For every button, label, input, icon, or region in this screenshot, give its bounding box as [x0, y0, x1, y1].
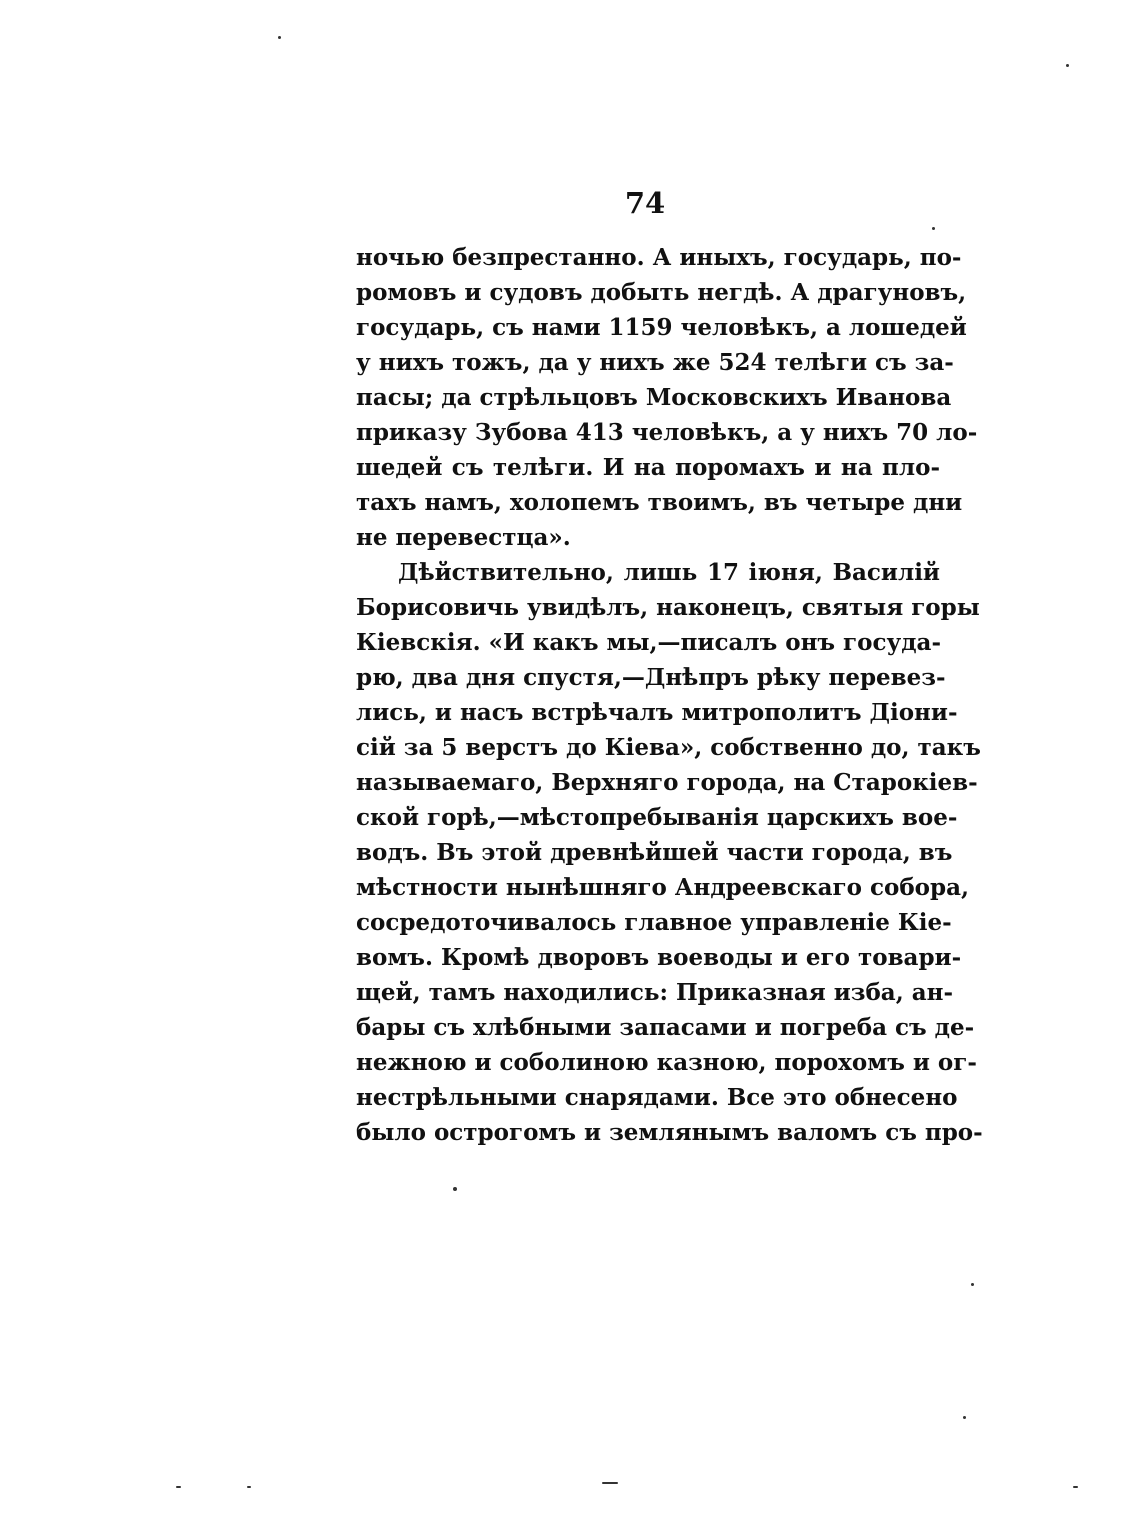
text-line: ской горѣ,—мѣстопребыванія царскихъ вое- [356, 804, 958, 831]
text-line: нежною и соболиною казною, порохомъ и ог- [356, 1049, 977, 1076]
text-line: государь, съ нами 1159 человѣкъ, а лошедей [356, 314, 967, 341]
text-line: щей, тамъ находились: Приказная изба, ан- [356, 979, 954, 1006]
text-line: ромовъ и судовъ добыть негдѣ. А драгуновъ, [356, 279, 967, 306]
scan-speck [963, 1416, 966, 1419]
text-line: у нихъ тожъ, да у нихъ же 524 телѣги съ за- [356, 349, 954, 376]
scan-speck [247, 1486, 251, 1488]
text-line: Борисовичь увидѣлъ, наконецъ, святыя горы [356, 594, 980, 621]
scan-speck [278, 36, 281, 39]
scan-speck [932, 227, 935, 230]
scan-speck [176, 1486, 181, 1488]
text-line: Кіевскія. «И какъ мы,—писалъ онъ госуда- [356, 629, 941, 656]
scan-speck [1073, 1486, 1078, 1488]
paragraph-first-line: Дѣйствительно, лишь 17 іюня, Василій [398, 559, 940, 586]
text-line: шедей съ телѣги. И на поромахъ и на пло- [356, 454, 940, 481]
scan-speck [1066, 64, 1069, 67]
text-line: называемаго, Верхняго города, на Старокіев- [356, 769, 978, 796]
text-line: водъ. Въ этой древнѣйшей части города, въ [356, 839, 953, 866]
text-line: пасы; да стрѣльцовъ Московскихъ Иванова [356, 384, 952, 411]
text-line: мѣстности нынѣшняго Андреевскаго собора, [356, 874, 969, 901]
text-line: сій за 5 верстъ до Кіева», собственно до, такъ [356, 734, 981, 761]
text-line: лись, и насъ встрѣчалъ митрополитъ Діони- [356, 699, 958, 726]
text-line: приказу Зубова 413 человѣкъ, а у нихъ 70 ло- [356, 419, 978, 446]
text-line: нестрѣльными снарядами. Все это обнесено [356, 1084, 958, 1111]
text-line: вомъ. Кромѣ дворовъ воеводы и его товари- [356, 944, 962, 971]
text-line: бары съ хлѣбными запасами и погреба съ де- [356, 1014, 975, 1041]
text-line: было острогомъ и землянымъ валомъ съ про- [356, 1119, 983, 1146]
text-line: ночью безпрестанно. А иныхъ, государь, по- [356, 244, 962, 271]
text-line: сосредоточивалось главное управленіе Кіе- [356, 909, 952, 936]
text-line: рю, два дня спустя,—Днѣпръ рѣку перевез- [356, 664, 946, 691]
text-line: не перевестца». [356, 524, 571, 551]
scan-speck [453, 1187, 457, 1191]
page-number: 74 [624, 186, 666, 220]
body-text [356, 240, 983, 1150]
scan-speck [602, 1482, 618, 1484]
scan-speck [971, 1283, 974, 1286]
text-line: тахъ намъ, холопемъ твоимъ, въ четыре дни [356, 489, 963, 516]
